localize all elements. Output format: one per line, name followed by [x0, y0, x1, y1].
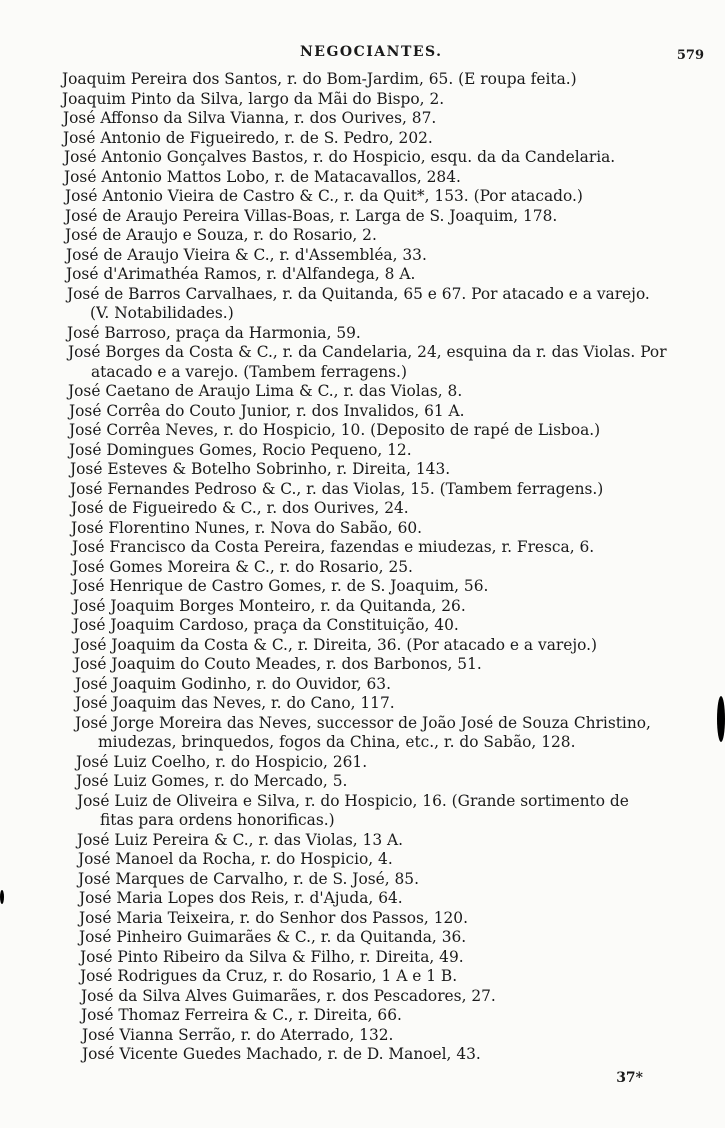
entry-text: José Joaquim Cardoso, praça da Constituição, 40.	[73, 616, 459, 634]
merchant-entry	[0, 519, 725, 539]
entry-text: José Marques de Carvalho, r. de S. José, 85.	[78, 869, 419, 888]
entry-text: José Francisco da Costa Pereira, fazendas e miudezas, r. Fresca, 6.	[72, 538, 595, 556]
merchant-entry	[0, 168, 725, 188]
entry-text: José Antonio Vieira de Castro & C., r. da Quit*, 153. (Por atacado.)	[65, 187, 583, 205]
entry-text: José Luiz Pereira & C., r. das Violas, 13 A.	[77, 830, 404, 849]
entry-text: José da Silva Alves Guimarães, r. dos Pescadores, 27.	[81, 986, 496, 1005]
entry-text: José Fernandes Pedroso & C., r. das Violas, 15. (Tambem ferragens.)	[70, 479, 604, 498]
entry-text: José Antonio Gonçalves Bastos, r. do Hospicio, esqu. da da Candelaria.	[64, 148, 616, 166]
merchant-entry	[0, 382, 725, 402]
entry-text: Joaquim Pereira dos Santos, r. do Bom-Jardim, 65. (E roupa feita.)	[62, 70, 577, 88]
merchant-entry	[0, 792, 725, 831]
ink-mark-left	[0, 890, 4, 904]
ink-mark-right	[717, 696, 725, 742]
merchant-entry	[0, 70, 725, 90]
entry-text: José Vicente Guedes Machado, r. de D. Manoel, 43.	[82, 1045, 481, 1063]
merchant-entry	[0, 187, 725, 207]
merchant-entry	[0, 402, 725, 422]
merchant-list	[0, 70, 725, 1065]
merchant-entry	[0, 597, 725, 617]
entry-text: José Pinto Ribeiro da Silva & Filho, r. Direita, 49.	[80, 947, 464, 966]
merchant-entry	[0, 1026, 725, 1046]
merchant-entry	[0, 90, 725, 110]
merchant-entry	[0, 441, 725, 461]
entry-text: José Corrêa do Couto Junior, r. dos Invalidos, 61 A.	[69, 401, 465, 420]
entry-text: José Joaquim Godinho, r. do Ouvidor, 63.	[75, 674, 391, 693]
entry-text: José Florentino Nunes, r. Nova do Sabão, 60.	[71, 518, 423, 537]
merchant-entry	[0, 1006, 725, 1026]
merchant-entry	[0, 480, 725, 500]
merchant-entry	[0, 246, 725, 266]
entry-text: José Henrique de Castro Gomes, r. de S. Joaquim, 56.	[72, 577, 489, 595]
merchant-entry	[0, 1045, 725, 1065]
merchant-entry	[0, 558, 725, 578]
merchant-entry	[0, 948, 725, 968]
merchant-entry	[0, 148, 725, 168]
merchant-entry	[0, 460, 725, 480]
entry-text: José Rodrigues da Cruz, r. do Rosario, 1 A e 1 B.	[80, 967, 458, 985]
merchant-entry	[0, 499, 725, 519]
entry-text: José Affonso da Silva Vianna, r. dos Ourives, 87.	[63, 109, 437, 127]
entry-text: José Esteves & Botelho Sobrinho, r. Direita, 143.	[70, 460, 451, 478]
entry-text: José Domingues Gomes, Rocio Pequeno, 12.	[69, 440, 412, 459]
entry-text: José Luiz Coelho, r. do Hospicio, 261.	[76, 752, 368, 771]
entry-text: José Corrêa Neves, r. do Hospicio, 10. (Deposito de rapé de Lisboa.)	[69, 421, 601, 439]
entry-continuation: atacado e a varejo. (Tambem ferragens.)	[91, 362, 407, 381]
entry-text: José Manoel da Rocha, r. do Hospicio, 4.	[78, 850, 393, 868]
entry-text: José Caetano de Araujo Lima & C., r. das Violas, 8.	[68, 382, 463, 400]
merchant-entry	[0, 714, 725, 753]
merchant-entry	[0, 889, 725, 909]
entry-text: José Pinheiro Guimarães & C., r. da Quitanda, 36.	[79, 928, 467, 946]
merchant-entry	[0, 694, 725, 714]
merchant-entry	[0, 655, 725, 675]
merchant-entry	[0, 577, 725, 597]
merchant-entry	[0, 928, 725, 948]
entry-continuation: miudezas, brinquedos, fogos da China, etc., r. do Sabão, 128.	[98, 733, 576, 751]
entry-text: José de Araujo Pereira Villas-Boas, r. Larga de S. Joaquim, 178.	[65, 206, 558, 225]
entry-text: José Joaquim Borges Monteiro, r. da Quitanda, 26.	[73, 596, 466, 615]
entry-text: José Maria Teixeira, r. do Senhor dos Passos, 120.	[79, 908, 468, 927]
running-title: NEGOCIANTES.	[300, 44, 443, 60]
merchant-entry	[0, 324, 725, 344]
merchant-entry	[0, 616, 725, 636]
merchant-entry	[0, 129, 725, 149]
entry-text: José Antonio de Figueiredo, r. de S. Pedro, 202.	[63, 128, 433, 147]
entry-text: José Barroso, praça da Harmonia, 59.	[67, 323, 361, 342]
merchant-entry	[0, 850, 725, 870]
entry-text: José Joaquim do Couto Meades, r. dos Barbonos, 51.	[74, 655, 482, 673]
merchant-entry	[0, 421, 725, 441]
entry-text: José Joaquim da Costa & C., r. Direita, 36. (Por atacado e a varejo.)	[74, 635, 598, 654]
entry-text: José de Barros Carvalhaes, r. da Quitanda, 65 e 67. Por atacado e a varejo.	[67, 284, 650, 303]
merchant-entry	[0, 987, 725, 1007]
entry-text: José d'Arimathéa Ramos, r. d'Alfandega, 8 A.	[66, 265, 416, 283]
entry-text: José de Araujo Vieira & C., r. d'Assembléa, 33.	[66, 245, 427, 264]
entry-text: José Jorge Moreira das Neves, successor de João José de Souza Christino,	[75, 713, 651, 732]
entry-text: José de Araujo e Souza, r. do Rosario, 2.	[65, 226, 377, 244]
entry-text: José Gomes Moreira & C., r. do Rosario, 25.	[72, 557, 413, 576]
merchant-entry	[0, 967, 725, 987]
entry-text: José Luiz de Oliveira e Silva, r. do Hospicio, 16. (Grande sortimento de	[77, 791, 629, 810]
entry-text: José Vianna Serrão, r. do Aterrado, 132.	[82, 1025, 394, 1044]
entry-text: José Joaquim das Neves, r. do Cano, 117.	[75, 694, 395, 712]
entry-text: José Antonio Mattos Lobo, r. de Matacavallos, 284.	[64, 167, 461, 186]
merchant-entry	[0, 636, 725, 656]
entry-text: José Borges da Costa & C., r. da Candelaria, 24, esquina da r. das Violas. Por	[68, 343, 667, 361]
merchant-entry	[0, 109, 725, 129]
entry-text: José Luiz Gomes, r. do Mercado, 5.	[76, 772, 348, 790]
merchant-entry	[0, 285, 725, 324]
merchant-entry	[0, 343, 725, 382]
entry-text: José de Figueiredo & C., r. dos Ourives, 24.	[71, 499, 409, 517]
merchant-entry	[0, 909, 725, 929]
merchant-entry	[0, 772, 725, 792]
merchant-entry	[0, 870, 725, 890]
merchant-entry	[0, 226, 725, 246]
merchant-entry	[0, 675, 725, 695]
page-header	[0, 44, 725, 68]
merchant-entry	[0, 538, 725, 558]
merchant-entry	[0, 753, 725, 773]
entry-continuation: fitas para ordens honorificas.)	[100, 811, 335, 829]
entry-text: Joaquim Pinto da Silva, largo da Mãi do Bispo, 2.	[62, 89, 445, 108]
merchant-entry	[0, 831, 725, 851]
merchant-entry	[0, 207, 725, 227]
entry-continuation: (V. Notabilidades.)	[90, 304, 234, 322]
entry-text: José Thomaz Ferreira & C., r. Direita, 66.	[81, 1006, 402, 1024]
entry-text: José Maria Lopes dos Reis, r. d'Ajuda, 64.	[79, 889, 403, 907]
page-number: 579	[676, 48, 704, 63]
merchant-entry	[0, 265, 725, 285]
printer-signature: 37*	[616, 1070, 643, 1086]
